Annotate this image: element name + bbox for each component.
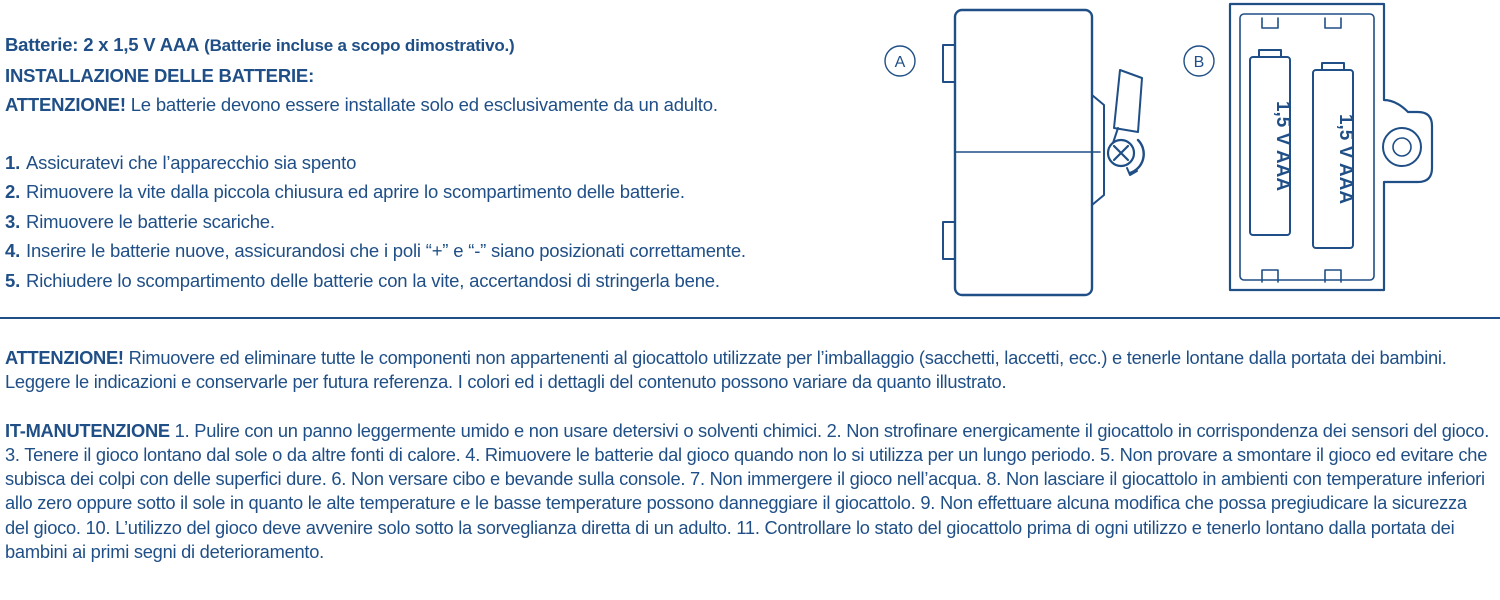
step-item [5, 148, 835, 178]
battery-note: (Batterie incluse a scopo dimostrativo.) [204, 36, 515, 55]
battery-spec: Batterie: 2 x 1,5 V AAA [5, 34, 200, 55]
step-text: Rimuovere le batterie scariche. [26, 210, 275, 232]
step-item [5, 266, 835, 296]
step-number: 2. [5, 181, 21, 202]
label-b: B [1193, 54, 1205, 71]
step-text: Rimuovere la vite dalla piccola chiusura ed aprire lo scompartimento delle batterie. [26, 181, 685, 202]
maintenance-section [5, 419, 1495, 565]
battery-1-label: 1,5 V AAA [1272, 100, 1293, 192]
label-a: A [894, 54, 906, 71]
install-warning-label: ATTENZIONE! [5, 94, 126, 115]
battery-header [5, 30, 835, 61]
step-item [5, 207, 835, 237]
maintenance-text: 1. Pulire con un panno leggermente umido e non usare detersivi o solventi chimici. 2. Non strofinare energicamente il giocattolo in corrispondenza dei sensori del gioco. 3. Tenere il gioco lontano dal sole o da altre fonti di calore. 4. Rimuovere le batterie dal gioco quando non lo si utilizza per un lungo periodo. 5. Non provare a smontare il gioco ed evitare che subisca dei colpi con delle superfici dure. 6. Non versare cibo e bevande sulla console. 7. Non immergere il gioco nell’acqua. 8. Non lasciare il giocattolo in ambienti con temperature inferiori allo zero oppure sotto il sole in quanto le alte temperature e le basse temperature possono danneggiare il giocattolo. 9. Non effettuare alcuna modifica che possa pregiudicare la sicurezza del gioco. 10. L’utilizzo del gioco deve avvenire solo sotto la sorveglianza diretta di un adulto. 11. Controllare lo stato del giocattolo prima di ogni utilizzo e tenerlo lontano dalla portata dei bambini ai primi segni di deterioramento. [5, 419, 1490, 563]
packaging-warning [5, 346, 1495, 395]
battery-compartment-diagram [870, 0, 1470, 310]
installation-title: INSTALLAZIONE DELLE BATTERIE: [5, 64, 315, 86]
install-warning [5, 90, 835, 120]
step-number: 3. [5, 210, 21, 232]
packaging-warning-text: Rimuovere ed eliminare tutte le componenti non appartenenti al giocattolo utilizzate per l’imballaggio (sacchetti, laccetti, ecc.) e tenerle lontane dalla portata dei bambini. Leggere le indicazioni e conservarle per futura referenza. I colori ed i dettagli del contenuto possono variare da quanto illustrato. [5, 347, 1447, 393]
step-item [5, 177, 835, 207]
battery-instructions [5, 30, 835, 295]
section-divider [0, 317, 1500, 319]
step-text: Assicuratevi che l’apparecchio sia spento [26, 151, 357, 173]
battery-2-label: 1,5 V AAA [1335, 113, 1356, 205]
step-item [5, 236, 835, 266]
step-text: Inserire le batterie nuove, assicurandosi che i poli “+” e “-” siano posizionati correttamente. [26, 240, 746, 261]
step-number: 4. [5, 240, 21, 261]
maintenance-label: IT-MANUTENZIONE [5, 419, 170, 441]
screwdriver-icon [1114, 70, 1142, 132]
packaging-warning-label: ATTENZIONE! [5, 347, 124, 368]
step-number: 5. [5, 269, 21, 291]
safety-section [5, 346, 1495, 564]
step-text: Richiudere lo scompartimento delle batterie con la vite, accertandosi di stringerla bene. [26, 269, 720, 291]
step-number: 1. [5, 151, 21, 173]
install-warning-text: Le batterie devono essere installate solo ed esclusivamente da un adulto. [125, 94, 718, 115]
